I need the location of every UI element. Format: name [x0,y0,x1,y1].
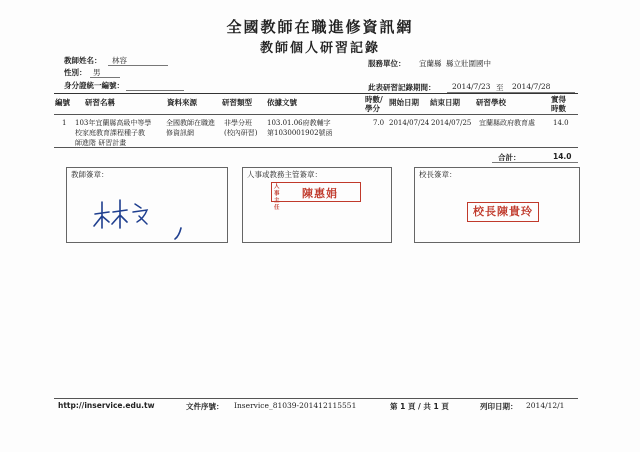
total-value: 14.0 [553,152,572,161]
row-source-line: 修資訊網 [166,129,194,137]
header-doc: 依據文號 [267,98,297,107]
row-source [166,118,215,138]
id-label: 身分證統一編號： [64,81,124,90]
row-doc-line: 第1030001902號函 [267,129,333,137]
id-underline [126,90,184,91]
period-to: 至 [496,83,504,92]
row-doc-line: 103.01.06府教輔字 [267,119,331,127]
footer-print-value: 2014/12/1 [526,401,565,410]
row-hours: 7.0 [373,119,385,127]
service-school: 縣立壯圍國中 [446,59,491,68]
header-actual-1: 實得 [551,95,566,104]
footer-rule [54,398,578,399]
row-type-line: 非學分班 [224,119,252,127]
row-type [224,118,257,138]
period-label: 此表研習記錄期間： [368,83,436,92]
document-title: 教師個人研習記錄 [259,41,380,56]
teacher-signature-box [66,167,228,243]
teacher-signature-drawing [89,190,209,240]
service-county: 宜蘭縣 [419,59,442,68]
row-doc [267,118,333,138]
row-actual: 14.0 [553,119,569,127]
footer-url: http://inservice.edu.tw [58,401,155,410]
hr-signature-box [242,167,392,243]
hr-signature-label: 人事或教務主管簽章： [247,170,322,179]
row-start: 2014/07/24 [389,119,430,127]
header-source: 資料來源 [167,98,197,107]
period-start: 2014/7/23 [452,82,491,91]
principal-signature-label: 校長簽章： [419,170,457,179]
total-underline [492,162,578,163]
period-end: 2014/7/28 [512,82,551,91]
row-rule [54,147,578,148]
principal-stamp: 校長陳貴玲 [467,202,539,222]
header-rule [54,114,578,115]
row-no: 1 [62,119,67,127]
header-hours-1: 時數/ [365,95,383,104]
footer-page: 第 1 頁 / 共 1 頁 [390,402,449,411]
header-type: 研習類型 [222,98,252,107]
row-school: 宜蘭縣政府教育處 [479,119,535,127]
row-type-line: (校內研習) [224,129,258,137]
name-value: 林容 [112,56,127,65]
row-course-line: 103年宜蘭縣高級中等學 [75,119,152,127]
hr-stamp-name: 陳惠娟 [302,187,338,200]
header-start: 開始日期 [389,98,419,107]
principal-signature-box [414,167,580,243]
gender-label: 性別： [64,68,87,77]
header-no: 編號 [55,98,70,107]
footer-serial-value: Inservice_81039-201412115551 [234,401,357,410]
header-hours-2: 學分 [365,104,380,113]
header-end: 結束日期 [430,98,460,107]
footer-print-label: 列印日期： [480,402,518,411]
header-school: 研習學校 [476,98,506,107]
total-label: 合計： [498,153,521,162]
row-end: 2014/07/25 [431,119,472,127]
site-title: 全國教師在職進修資訊網 [226,18,414,36]
service-label: 服務單位： [368,59,406,68]
row-course-line: 校家庭教育課程種子教 [75,129,145,137]
header-actual-2: 時數 [551,104,566,113]
name-label: 教師姓名： [64,56,102,65]
header-course: 研習名稱 [85,98,115,107]
row-course [75,118,151,148]
row-source-line: 全國教師在職進 [166,119,215,127]
hr-stamp [271,182,361,211]
teacher-signature-label: 教師簽章： [71,170,109,179]
footer-serial-label: 文件序號： [186,402,224,411]
row-course-line: 師進階 研習計畫 [75,139,127,147]
table-top-rule [54,93,578,94]
gender-underline [90,77,120,78]
gender-value: 男 [93,68,101,77]
name-underline [108,65,168,66]
hr-stamp-prefix: 人事主任 [274,184,280,211]
